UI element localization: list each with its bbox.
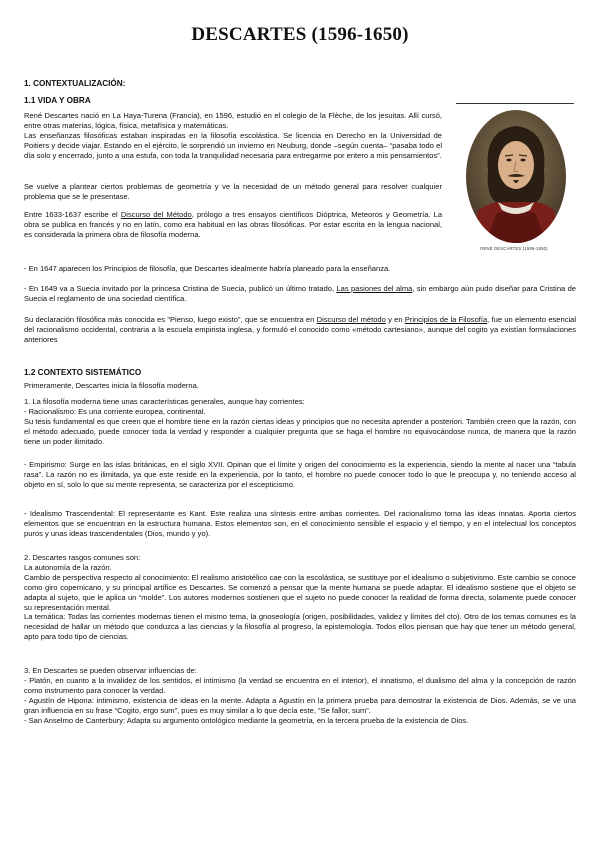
paragraph-rasgos-comunes: 2. Descartes rasgos comunes son: La autonomía de la razón. Cambio de perspectiva respecto al conocimiento: El realismo aristotélico cae con la escolástica, se sustituye por el idealismo o subjetivismo. Este cambio se conoce como giro copernicano, y su principal artífice es Descartes. Se comenzó a pensar que la mente humana se puede adaptar. El idealismo sostiene que el objeto se adapta al sujeto, que le aplica un “molde”. Los autores modernos sostienen que el sujeto no puede conocer la realidad de forma directa, solamente puede conocer su representación mental. La temática: Todas las corrientes modernas tienen el mismo tema, la gnoseología (origen, posibilidades, validez y límites del cto). Otro de los temas comunes es la necesidad de hallar un método que conduzca a las ciencias y la filosofía al progreso, la epistemología. Todos ellos piensan que hay que tener un método general, apto para todo tipo de ciencias. <box>24 553 576 642</box>
paragraph-suecia: - En 1649 va a Suecia invitado por la princesa Cristina de Suecia, publicó un último tratado, Las pasiones del alma, sin embargo aún pudo diseñar para Cristina de Suecia el reglamento de una sociedad científica. <box>24 284 576 303</box>
paragraph-principios: - En 1647 aparecen los Principios de filosofía, que Descartes idealmente habría planeado para la enseñanza. <box>24 264 391 273</box>
paragraph-cogito: Su declaración filosófica más conocida es "Pienso, luego existo", que se encuentra en Discurso del método y en Principios de la Filosofía, fue un elemento esencial del racionalismo occidental, contraria a la escuela empirista inglesa, y formuló el conocido como «método cartesiano», aunque del cogito ya existían formulaciones anteriores <box>24 315 577 344</box>
subsection-heading-vida-obra: 1.1 VIDA Y OBRA <box>24 96 91 105</box>
subsection-heading-contexto-sistematico: 1.2 CONTEXTO SISTEMÁTICO <box>24 368 142 377</box>
link-discurso-del-metodo[interactable]: Discurso del Método <box>120 210 192 219</box>
portrait-caption: RENÉ DESCARTES (1596-1650) <box>480 246 548 251</box>
paragraph-geometry: Se vuelve a plantear ciertos problemas de geometría y ve la necesidad de un método general para resolver cualquier problema que se le presentase. <box>24 182 442 201</box>
paragraph-racionalismo: 1. La filosofía moderna tiene unas características generales, aunque hay corrientes: - Racionalismo: Es una corriente europea, continental. Su tesis fundamental es que creen que el hombre tiene en la razón ciertas ideas y principios que no necesita aprender a posteriori. También creen que la razón, con el método adecuado, puede conocer toda la verdad y responder a cualquier pregunta que se haga el hombre no equivocándose nunca, de manera que la razón tiene un poder ilimitado. <box>24 397 576 446</box>
link-principios-de-la-filosofia[interactable]: Principios de la Filosofía <box>404 315 488 324</box>
paragraph-empirismo: - Empirismo: Surge en las islas británicas, en el siglo XVII. Opinan que el límite y origen del conocimiento es la experiencia, siendo la mente al nacer una “tabula rasa”. La razón no es ilimitada, ya que este reside en la experiencia, por lo tanto, el hombre no puede conocer todo lo que le preocupa y, no teniendo acceso al objeto en sí, solo lo que su mente representa, se caracteriza por el escepticismo. <box>24 460 576 489</box>
paragraph-intro: Primeramente, Descartes inicia la filosofía moderna. <box>24 381 199 390</box>
link-las-pasiones-del-alma[interactable]: Las pasiones del alma <box>336 284 413 293</box>
paragraph-discurso: Entre 1633-1637 escribe el Discurso del Método, prólogo a tres ensayos científicos Dióptrica, Meteoros y Geometría. La obra se publica en francés y no en latín, como era habitual en las obras filosóficas. Por estar escrita en la lengua nacional, es considerada la primera obra de filosofía moderna. <box>24 210 443 239</box>
paragraph-birth: René Descartes nació en La Haya-Turena (Francia), en 1596, estudió en el colegio de la Flèche, de los jesuitas. Allí cursó, entre otras materias, lógica, física, metafísica y matemáticas. Las enseñanzas filosóficas estaban inspiradas en la filosofía escolástica. Se licencia en Derecho en la Universidad de Poitiers y decide viajar. Estando en el ejército, le sorprendió un invierno en Neuburg, donde –según cuenta– “pasaba todo el día solo y encerrado, junto a una estufa, con toda la tranquilidad necesaria para entregarme por entero a mis pensamientos”. <box>24 111 442 160</box>
descartes-portrait <box>466 110 566 243</box>
portrait-top-rule <box>456 103 574 104</box>
paragraph-influencias: 3. En Descartes se pueden observar influencias de: - Platón, en cuanto a la invalidez de los sentidos, el intimismo (la verdad se encuentra en el interior), el innatismo, el dualismo del alma y la concepción de razón como instrumento para conocer la verdad. - Agustín de Hipona: intimismo, existencia de ideas en la mente. Adapta a Agustín en la primera prueba para demostrar la existencia de Dios. Además, se ve una gran influencia en su frase “Cogito, ergo sum”, pues es muy similar a lo que decía este, “Se fallor, sum”. - San Anselmo de Canterbury: Adapta su argumento ontológico mediante la geometría, en la tercera prueba de la existencia de Dios. <box>24 666 576 725</box>
page-title: DESCARTES (1596-1650) <box>191 24 409 45</box>
paragraph-idealismo: - Idealismo Trascendental: El representante es Kant. Este realiza una síntesis entre ambas corrientes. Del racionalismo toma las ideas innatas. Aporta ciertos elementos que se encuentran en la estructura humana. Estos elementos son, en el conocimiento sensible el espacio y el tiempo, y en el intelectual los conceptos puros y unas ideas trascendentales (Dios, mundo y yo). <box>24 509 576 538</box>
link-discurso-del-metodo-2[interactable]: Discurso del método <box>316 315 386 324</box>
section-heading-contextualizacion: 1. CONTEXTUALIZACIÓN: <box>24 79 126 88</box>
